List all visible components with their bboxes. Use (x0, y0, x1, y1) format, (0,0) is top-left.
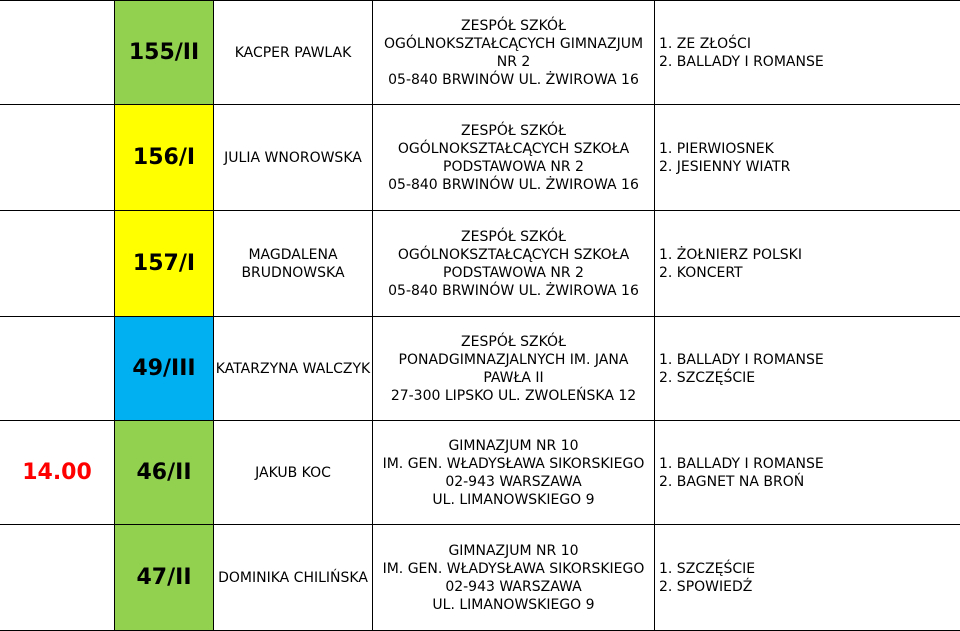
school-line: ZESPÓŁ SZKÓŁ (373, 17, 654, 35)
participant-name-line: KACPER PAWLAK (214, 44, 372, 62)
school-line: OGÓLNOKSZTAŁCĄCYCH SZKOŁA (373, 246, 654, 264)
school-line: UL. LIMANOWSKIEGO 9 (373, 491, 654, 509)
time-cell (0, 211, 115, 317)
entry-code-cell (115, 525, 214, 631)
time-label: 14.00 (22, 460, 92, 485)
school-line: PAWŁA II (373, 369, 654, 387)
school-line: 02-943 WARSZAWA (373, 578, 654, 596)
table-row (0, 105, 960, 211)
participant-name-cell (214, 211, 373, 317)
school-cell (373, 525, 655, 631)
participant-name-line: MAGDALENA (214, 246, 372, 264)
school-line: IM. GEN. WŁADYSŁAWA SIKORSKIEGO (373, 455, 654, 473)
entry-code-cell (115, 105, 214, 211)
school-line: OGÓLNOKSZTAŁCĄCYCH SZKOŁA (373, 140, 654, 158)
school-line: NR 2 (373, 53, 654, 71)
time-cell (0, 1, 115, 105)
songs-cell (655, 211, 960, 317)
school-line: ZESPÓŁ SZKÓŁ (373, 333, 654, 351)
participant-name-line: JAKUB KOC (214, 464, 372, 482)
entry-code-cell (115, 1, 214, 105)
school-line: 05-840 BRWINÓW UL. ŻWIROWA 16 (373, 71, 654, 89)
entry-code: 156/I (133, 145, 195, 170)
school-line: PONADGIMNAZJALNYCH IM. JANA (373, 351, 654, 369)
participant-name-cell (214, 1, 373, 105)
song-line: 1. BALLADY I ROMANSE (659, 455, 960, 473)
table-row (0, 421, 960, 525)
song-line: 2. SZCZĘŚCIE (659, 369, 960, 387)
participant-name-line: KATARZYNA WALCZYK (214, 360, 372, 378)
school-cell (373, 105, 655, 211)
songs-cell (655, 317, 960, 421)
participant-name-cell (214, 421, 373, 525)
songs-cell (655, 421, 960, 525)
school-line: PODSTAWOWA NR 2 (373, 158, 654, 176)
school-cell (373, 317, 655, 421)
participant-name-line: DOMINIKA CHILIŃSKA (214, 569, 372, 587)
school-line: UL. LIMANOWSKIEGO 9 (373, 596, 654, 614)
time-cell (0, 105, 115, 211)
table-row (0, 1, 960, 105)
school-line: 27-300 LIPSKO UL. ZWOLEŃSKA 12 (373, 387, 654, 405)
song-line: 2. BAGNET NA BROŃ (659, 473, 960, 491)
entry-code: 49/III (132, 356, 195, 381)
participant-name-line: JULIA WNOROWSKA (214, 149, 372, 167)
school-line: GIMNAZJUM NR 10 (373, 437, 654, 455)
song-line: 2. SPOWIEDŹ (659, 578, 960, 596)
entry-code-cell (115, 211, 214, 317)
entry-code: 46/II (136, 460, 191, 485)
school-line: IM. GEN. WŁADYSŁAWA SIKORSKIEGO (373, 560, 654, 578)
entry-code-cell (115, 421, 214, 525)
songs-cell (655, 525, 960, 631)
school-line: GIMNAZJUM NR 10 (373, 542, 654, 560)
song-line: 2. KONCERT (659, 264, 960, 282)
school-cell (373, 1, 655, 105)
entry-code: 157/I (133, 251, 195, 276)
entry-code: 47/II (136, 565, 191, 590)
song-line: 1. ZE ZŁOŚCI (659, 35, 960, 53)
school-line: ZESPÓŁ SZKÓŁ (373, 122, 654, 140)
participant-name-cell (214, 525, 373, 631)
time-cell (0, 421, 115, 525)
school-line: OGÓLNOKSZTAŁCĄCYCH GIMNAZJUM (373, 35, 654, 53)
participant-name-cell (214, 317, 373, 421)
song-line: 2. JESIENNY WIATR (659, 158, 960, 176)
table-row (0, 525, 960, 631)
song-line: 1. BALLADY I ROMANSE (659, 351, 960, 369)
song-line: 1. SZCZĘŚCIE (659, 560, 960, 578)
school-cell (373, 421, 655, 525)
table-row (0, 317, 960, 421)
school-line: 05-840 BRWINÓW UL. ŻWIROWA 16 (373, 176, 654, 194)
songs-cell (655, 1, 960, 105)
songs-cell (655, 105, 960, 211)
song-line: 1. PIERWIOSNEK (659, 140, 960, 158)
song-line: 2. BALLADY I ROMANSE (659, 53, 960, 71)
table-row (0, 211, 960, 317)
song-line: 1. ŻOŁNIERZ POLSKI (659, 246, 960, 264)
entry-code: 155/II (129, 40, 199, 65)
time-cell (0, 525, 115, 631)
schedule-body (0, 1, 960, 631)
time-cell (0, 317, 115, 421)
school-line: ZESPÓŁ SZKÓŁ (373, 228, 654, 246)
school-line: PODSTAWOWA NR 2 (373, 264, 654, 282)
school-cell (373, 211, 655, 317)
school-line: 05-840 BRWINÓW UL. ŻWIROWA 16 (373, 282, 654, 300)
participant-name-line: BRUDNOWSKA (214, 264, 372, 282)
school-line: 02-943 WARSZAWA (373, 473, 654, 491)
entry-code-cell (115, 317, 214, 421)
participant-name-cell (214, 105, 373, 211)
